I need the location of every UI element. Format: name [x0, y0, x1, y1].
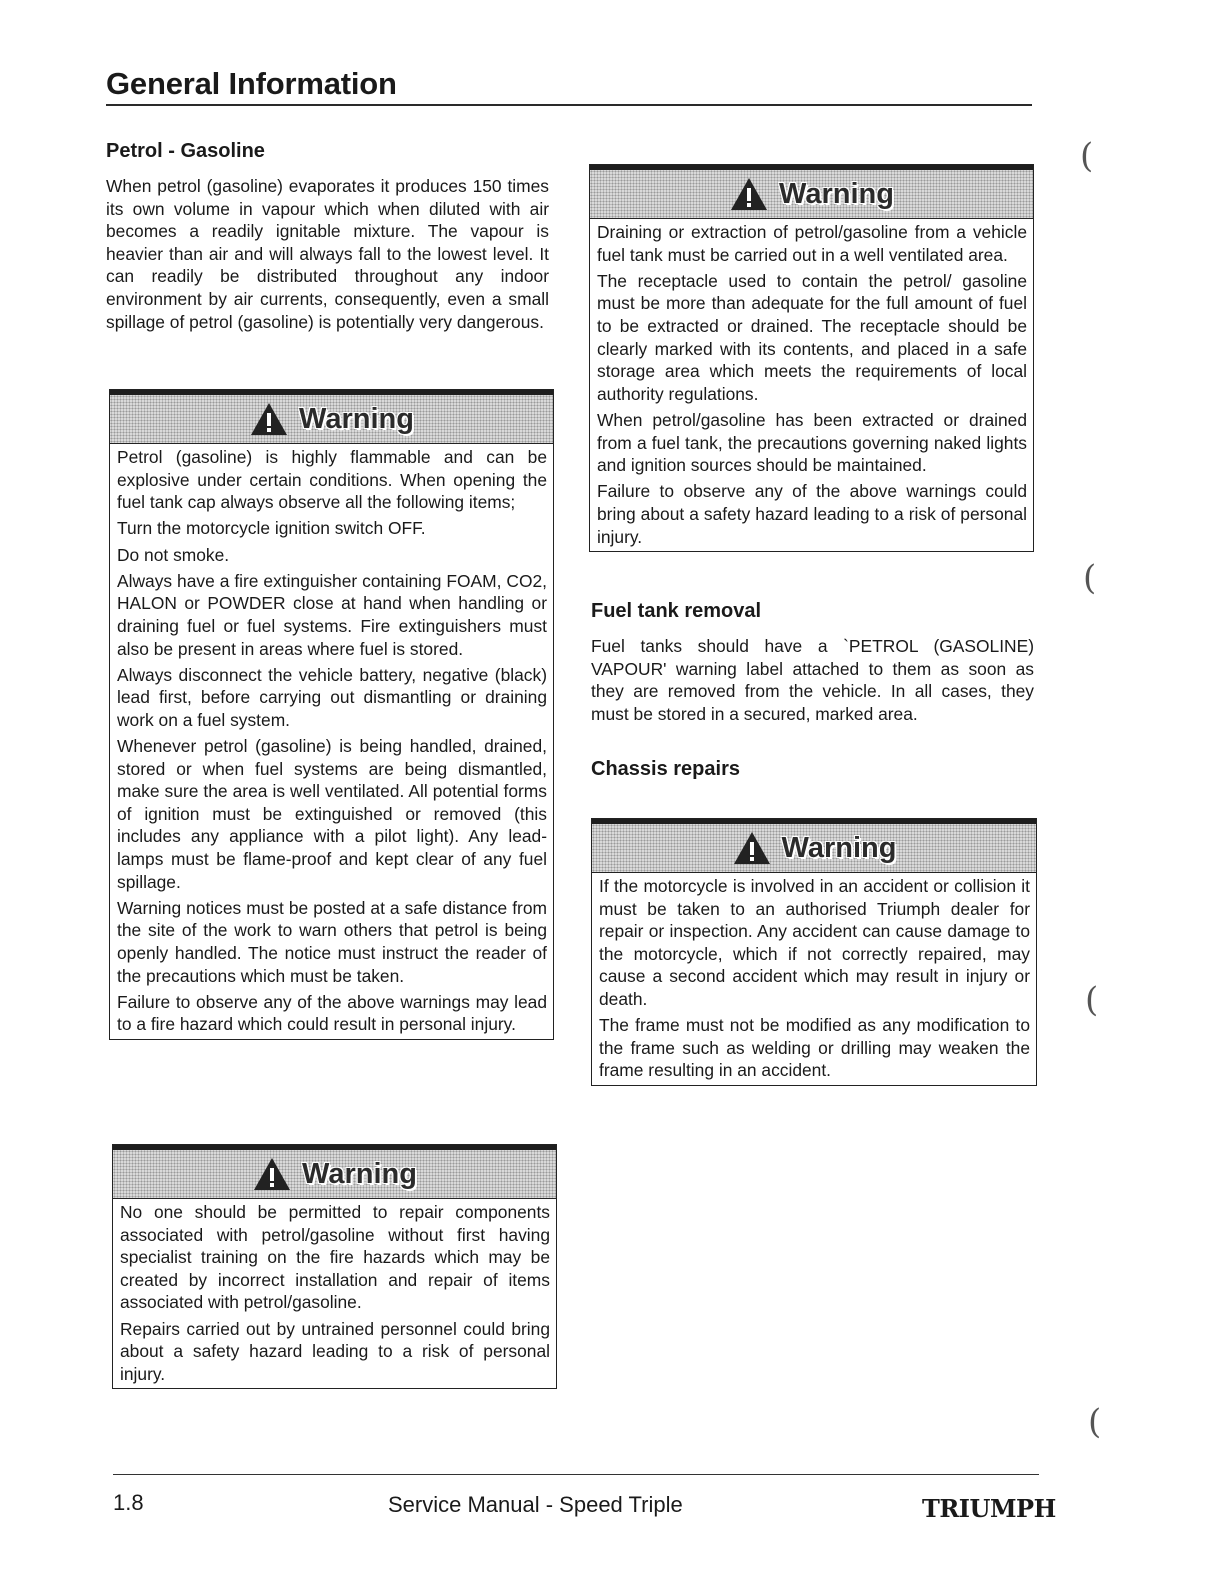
- manual-title: Service Manual - Speed Triple: [388, 1492, 683, 1517]
- warning-paragraph: The receptacle used to contain the petrol/ gasoline must be more than adequate for the full amount of fuel to be extracted or drained. The receptacle should be clearly marked with its contents, and placed in a safe storage area which meets the requirements of local authority regulations.: [597, 270, 1027, 404]
- brand-logo: TRIUMPH: [922, 1494, 1056, 1523]
- margin-mark: (: [1088, 1402, 1102, 1442]
- margin-mark: (: [1080, 136, 1094, 176]
- warning-triangle-icon: [249, 401, 289, 437]
- warning-paragraph: Warning notices must be posted at a safe distance from the site of the work to warn others that petrol is being openly handled. The notice must instruct the reader of the precautions which must be taken.: [117, 897, 547, 986]
- warning-box-draining: [589, 164, 1034, 552]
- warning-label: Warning: [781, 831, 897, 864]
- petrol-heading: Petrol - Gasoline: [106, 140, 265, 162]
- warning-paragraph: Failure to observe any of the above warnings could bring about a safety hazard leading to a risk of personal injury.: [597, 481, 1027, 547]
- warning-triangle-icon: [252, 1156, 292, 1192]
- warning-paragraph: If the motorcycle is involved in an accident or collision it must be taken to an authorised Triumph dealer for repair or inspection. Any accident can cause damage to the motorcycle, which if not correctly repaired, may cause a second accident which may result in injury or death.: [599, 876, 1030, 1009]
- warning-label: Warning: [302, 1157, 417, 1190]
- margin-mark: (: [1085, 980, 1099, 1020]
- warning-paragraph: Whenever petrol (gasoline) is being handled, drained, stored or when fuel systems are being dismantled, make sure the area is well ventilated. All potential forms of ignition must be extinguished or removed (this includes any appliance with a pilot light). Any lead-lamps must be flame-proof and kept clear of any fuel spillage.: [117, 736, 547, 892]
- title-rule: [106, 104, 1032, 106]
- footer-rule: [113, 1474, 1039, 1475]
- warning-paragraph: Repairs carried out by untrained personnel could bring about a safety hazard leading to a risk of personal injury.: [120, 1318, 550, 1384]
- warning-header: [592, 819, 1036, 873]
- petrol-text: When petrol (gasoline) evaporates it produces 150 times its own volume in vapour which when diluted with air becomes a readily ignitable mixture. The vapour is heavier than air and will always fall to the lowest level. It can readily be distributed throughout any indoor environment by air currents, consequently, even a small spillage of petrol (gasoline) is potentially very dangerous.: [106, 176, 549, 332]
- warning-triangle-icon: [732, 830, 772, 866]
- warning-paragraph: Failure to observe any of the above warnings may lead to a fire hazard which could result in personal injury.: [117, 991, 547, 1035]
- warning-paragraph: Always have a fire extinguisher containing FOAM, CO2, HALON or POWDER close at hand when handling or draining fuel or fuel systems. Fire extinguishers must also be present in areas where fuel is stored.: [117, 570, 547, 659]
- warning-box-chassis: [591, 818, 1037, 1086]
- chassis-heading: Chassis repairs: [591, 758, 740, 780]
- warning-label: Warning: [299, 402, 414, 435]
- warning-paragraph: Do not smoke.: [117, 544, 230, 565]
- warning-box-flammable: [109, 389, 554, 1040]
- warning-header: [590, 165, 1033, 219]
- warning-paragraph: No one should be permitted to repair components associated with petrol/gasoline without first having specialist training on the fire hazards which may be created by incorrect installation and repair of items associated with petrol/gasoline.: [120, 1202, 550, 1313]
- warning-header: [110, 390, 553, 444]
- warning-paragraph: The frame must not be modified as any modification to the frame such as welding or drilling may weaken the frame resulting in an accident.: [599, 1015, 1030, 1081]
- warning-label: Warning: [779, 177, 894, 210]
- warning-triangle-icon: [729, 176, 769, 212]
- warning-paragraph: Draining or extraction of petrol/gasoline from a vehicle fuel tank must be carried out in a well ventilated area.: [597, 222, 1027, 265]
- fuel-tank-heading: Fuel tank removal: [591, 600, 762, 622]
- fuel-tank-text: Fuel tanks should have a `PETROL (GASOLINE) VAPOUR' warning label attached to them as soon as they are removed from the vehicle. In all cases, they must be stored in a secured, marked area.: [591, 636, 1034, 724]
- warning-paragraph: When petrol/gasoline has been extracted or drained from a fuel tank, the precautions governing naked lights and ignition sources should be maintained.: [597, 409, 1027, 476]
- warning-box-training: [112, 1144, 557, 1389]
- warning-paragraph: Petrol (gasoline) is highly flammable and can be explosive under certain conditions. When opening the fuel tank cap always observe all the following items;: [117, 447, 547, 513]
- page-title: General Information: [106, 66, 397, 101]
- warning-paragraph: Always disconnect the vehicle battery, negative (black) lead first, before carrying out dismantling or draining work on a fuel system.: [117, 664, 547, 730]
- page-number: 1.8: [113, 1490, 144, 1515]
- margin-mark: (: [1083, 558, 1097, 598]
- warning-paragraph: Turn the motorcycle ignition switch OFF.: [117, 518, 426, 539]
- warning-header: [113, 1145, 556, 1199]
